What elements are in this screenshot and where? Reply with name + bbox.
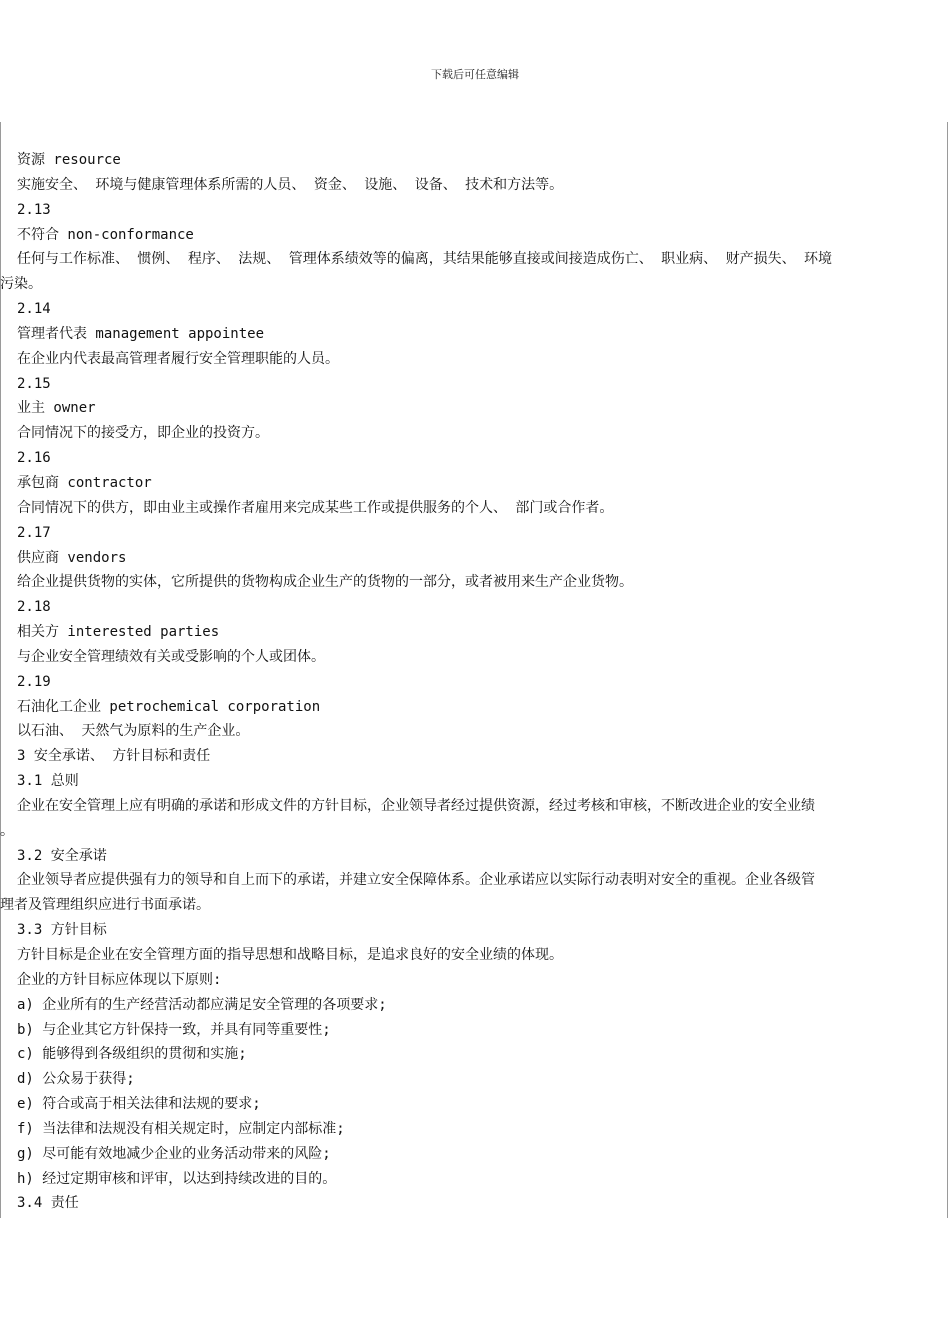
text-line: 2.19 <box>17 673 51 690</box>
text-line: f) 当法律和法规没有相关规定时，应制定内部标准; <box>17 1120 345 1137</box>
text-line: 2.14 <box>17 301 51 318</box>
text-line: 承包商 contractor <box>17 474 152 491</box>
text-line: 合同情况下的供方，即由业主或操作者雇用来完成某些工作或提供服务的个人、 部门或合作者。 <box>17 499 614 516</box>
text-line: b) 与企业其它方针保持一致，并具有同等重要性; <box>17 1021 331 1038</box>
text-line: 2.15 <box>17 375 51 392</box>
text-line: 合同情况下的接受方，即企业的投资方。 <box>17 425 269 442</box>
text-line: 2.17 <box>17 524 51 541</box>
text-line: 与企业安全管理绩效有关或受影响的个人或团体。 <box>17 648 325 665</box>
text-line: 实施安全、 环境与健康管理体系所需的人员、 资金、 设施、 设备、 技术和方法等。 <box>17 176 564 193</box>
text-line: 石油化工企业 petrochemical corporation <box>17 698 321 715</box>
text-line: 企业在安全管理上应有明确的承诺和形成文件的方针目标，企业领导者经过提供资源，经过考核和审核，不断改进企业的安全业绩 <box>17 797 815 814</box>
text-line: 理者及管理组织应进行书面承诺。 <box>0 897 210 914</box>
text-line: 企业的方针目标应体现以下原则: <box>17 971 222 988</box>
text-line: 3 安全承诺、 方针目标和责任 <box>17 748 211 765</box>
text-line: 3.4 责任 <box>17 1195 79 1212</box>
text-line: 方针目标是企业在安全管理方面的指导思想和战略目标，是追求良好的安全业绩的体现。 <box>17 947 563 963</box>
text-line: 管理者代表 management appointee <box>17 325 265 342</box>
text-line: e) 符合或高于相关法律和法规的要求; <box>17 1096 261 1113</box>
text-line: 供应商 vendors <box>17 549 127 566</box>
text-line: 企业领导者应提供强有力的领导和自上而下的承诺，并建立安全保障体系。企业承诺应以实际行动表明对安全的重视。企业各级管 <box>17 872 815 889</box>
text-line: 给企业提供货物的实体，它所提供的货物构成企业生产的货物的一部分，或者被用来生产企业货物。 <box>17 574 633 591</box>
text-line: 相关方 interested parties <box>17 624 220 641</box>
text-line: a) 企业所有的生产经营活动都应满足安全管理的各项要求; <box>17 996 387 1013</box>
text-line: 业主 owner <box>17 400 96 417</box>
text-line: 污染。 <box>0 276 42 293</box>
text-line: 在企业内代表最高管理者履行安全管理职能的人员。 <box>17 350 339 367</box>
text-line: 3.3 方针目标 <box>17 922 107 939</box>
text-line: 任何与工作标准、 惯例、 程序、 法规、 管理体系绩效等的偏离，其结果能够直接或间接造成伤亡、 职业病、 财产损失、 环境 <box>17 251 832 268</box>
text-line: h) 经过定期审核和评审，以达到持续改进的目的。 <box>17 1170 337 1187</box>
page-header: 下载后可任意编辑 <box>431 68 519 81</box>
text-line: c) 能够得到各级组织的贯彻和实施; <box>17 1046 247 1063</box>
text-line: 。 <box>0 822 14 839</box>
text-line: 3.2 安全承诺 <box>17 847 107 864</box>
text-line: g) 尽可能有效地减少企业的业务活动带来的风险; <box>17 1145 331 1162</box>
text-line: 3.1 总则 <box>17 773 79 790</box>
text-line: 资源 resource <box>17 152 121 168</box>
text-line: 以石油、 天然气为原料的生产企业。 <box>17 723 250 740</box>
text-line: 2.13 <box>17 201 51 218</box>
text-line: 不符合 non-conformance <box>17 226 194 243</box>
document-body <box>0 148 950 1218</box>
text-line: d) 公众易于获得; <box>17 1071 135 1088</box>
text-line: 2.16 <box>17 450 51 467</box>
text-line: 2.18 <box>17 599 51 616</box>
